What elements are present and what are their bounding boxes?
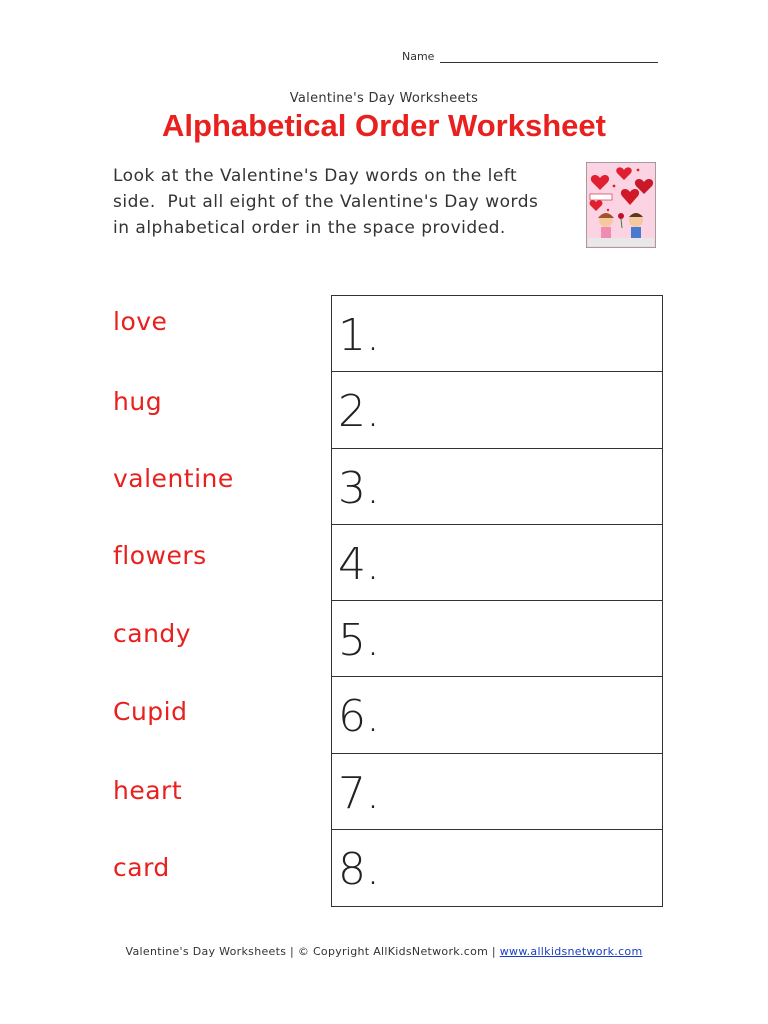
name-label: Name: [402, 50, 435, 63]
answer-row[interactable]: [332, 296, 662, 372]
answer-row[interactable]: [332, 601, 662, 677]
answer-number: 1.: [338, 310, 380, 361]
answer-row[interactable]: [332, 830, 662, 906]
instructions-line-3: in alphabetical order in the space provided.: [113, 218, 506, 238]
answer-number: 8.: [338, 843, 380, 895]
word-item: valentine: [113, 464, 234, 493]
instructions-line-2: side. Put all eight of the Valentine's Day words: [113, 192, 539, 212]
word-item: flowers: [113, 541, 207, 570]
answer-row[interactable]: [332, 677, 662, 753]
footer-copyright: Valentine's Day Worksheets | © Copyright AllKidsNetwork.com |: [125, 945, 500, 958]
answer-number: 7.: [338, 767, 380, 819]
answer-number: 3.: [338, 462, 380, 514]
answer-table: [331, 295, 663, 907]
name-field: [402, 50, 658, 63]
answer-row[interactable]: [332, 372, 662, 448]
word-item: Cupid: [113, 697, 188, 726]
name-underline[interactable]: [440, 50, 658, 63]
worksheet-subtitle: Valentine's Day Worksheets: [289, 91, 479, 106]
answer-row[interactable]: [332, 754, 662, 830]
word-item: card: [113, 853, 170, 882]
instructions: [113, 163, 563, 241]
instructions-line-1: Look at the Valentine's Day words on the left: [113, 166, 518, 186]
footer: [0, 945, 768, 958]
answer-number: 2.: [338, 386, 380, 438]
answer-number: 6.: [338, 691, 380, 743]
worksheet-title: Alphabetical Order Worksheet: [162, 108, 606, 143]
footer-link[interactable]: www.allkidsnetwork.com: [499, 945, 643, 958]
answer-number: 5.: [338, 615, 380, 666]
answer-row[interactable]: [332, 525, 662, 601]
answer-number: 4.: [338, 538, 380, 590]
word-item: hug: [113, 387, 163, 416]
word-item: candy: [113, 619, 192, 648]
valentine-kids-clipart: [586, 162, 656, 248]
word-item: love: [113, 307, 168, 336]
word-item: heart: [113, 776, 183, 805]
answer-row[interactable]: [332, 449, 662, 525]
